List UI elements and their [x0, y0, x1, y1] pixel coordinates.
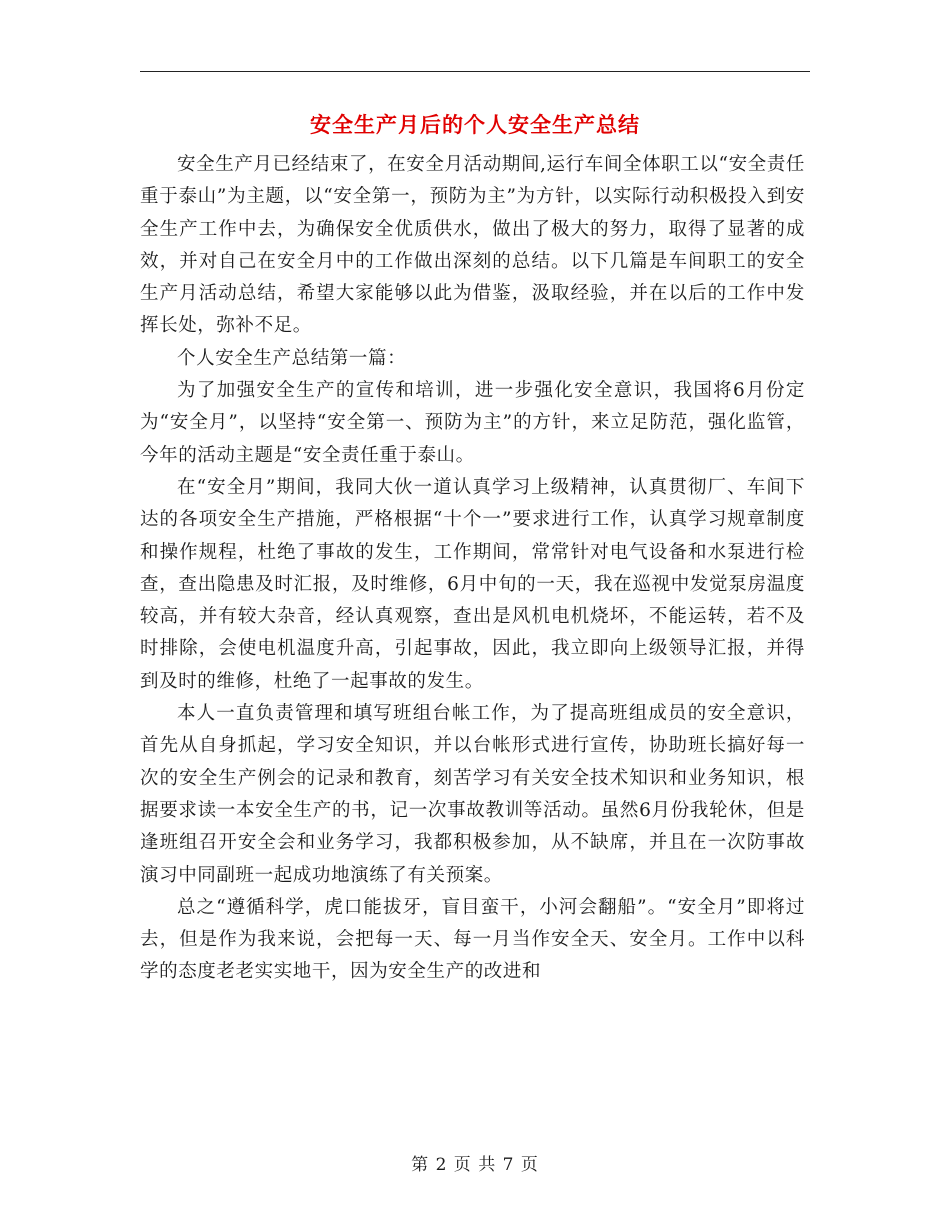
document-body [140, 149, 805, 989]
body-paragraph: 本人一直负责管理和填写班组台帐工作，为了提高班组成员的安全意识，首先从自身抓起，学习安全知识，并以台帐形式进行宣传，协助班长搞好每一次的安全生产例会的记录和教育，刻苦学习有关安全技术知识和业务知识，根据要求读一本安全生产的书，记一次事故教训等活动。虽然6月份我轮休，但是逢班组召开安全会和业务学习，我都积极参加，从不缺席，并且在一次防事故演习中同副班一起成功地演练了有关预案。 [140, 703, 805, 886]
body-paragraph: 在“安全月”期间，我同大伙一道认真学习上级精神，认真贯彻厂、车间下达的各项安全生产措施，严格根据“十个一”要求进行工作，认真学习规章制度和操作规程，杜绝了事故的发生，工作期间，常常针对电气设备和水泵进行检查，查出隐患及时汇报，及时维修，6月中旬的一天，我在巡视中发觉泵房温度较高，并有较大杂音，经认真观察，查出是风机电机烧坏，不能运转，若不及时排除，会使电机温度升高，引起事故，因此，我立即向上级领导汇报，并得到及时的维修，杜绝了一起事故的发生。 [140, 476, 805, 692]
document-title: 安全生产月后的个人安全生产总结 [310, 112, 640, 137]
intro-paragraph: 安全生产月已经结束了，在安全月活动期间,运行车间全体职工以“安全责任重于泰山”为主题，以“安全第一，预防为主”为方针，以实际行动积极投入到安全生产工作中去，为确保安全优质供水，做出了极大的努力，取得了显著的成效，并对自己在安全月中的工作做出深刻的总结。以下几篇是车间职工的安全生产月活动总结，希望大家能够以此为借鉴，汲取经验，并在以后的工作中发挥长处，弥补不足。 [140, 154, 805, 337]
page-number-footer: 第 2 页 共 7 页 [411, 1155, 539, 1175]
body-paragraph: 为了加强安全生产的宣传和培训，进一步强化安全意识，我国将6月份定为“安全月”，以坚持“安全第一、预防为主”的方针，来立足防范，强化监管，今年的活动主题是“安全责任重于泰山。 [140, 380, 805, 466]
header-rule [140, 71, 810, 72]
section-heading: 个人安全生产总结第一篇： [177, 347, 407, 369]
body-paragraph: 总之“遵循科学，虎口能拔牙，盲目蛮干，小河会翻船”。“安全月”即将过去，但是作为我来说，会把每一天、每一月当作安全天、安全月。工作中以科学的态度老老实实地干，因为安全生产的改进和 [140, 896, 805, 983]
